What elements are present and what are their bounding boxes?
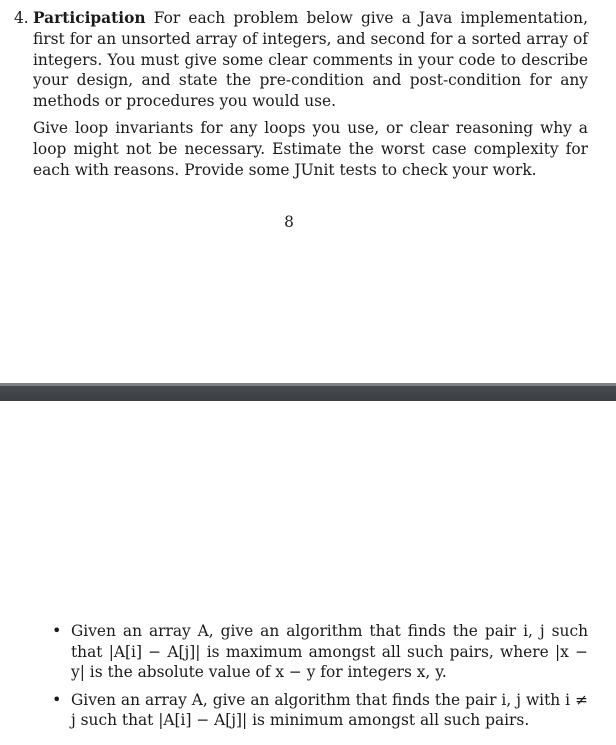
problem-instructions: For each problem below give a Java implementation, first for an unsorted array of integers, and second for a sorted array of integers. You must give some clear comments in your code to describe your design, and state the pre-condition and post-condition for any methods or procedures you would use. xyxy=(33,9,588,111)
page-number: 8 xyxy=(284,213,294,231)
list-item xyxy=(52,690,588,731)
page-9 xyxy=(0,401,616,745)
problem-4 xyxy=(14,8,588,180)
bullet-text: Given an array A, give an algorithm that finds the pair i, j with i ≠ j such that |A[i] − A[j]| is minimum amongst all such pairs. xyxy=(71,690,588,730)
list-item xyxy=(52,621,588,683)
bullet-icon: • xyxy=(52,621,62,640)
bullet-list xyxy=(52,621,588,738)
bullet-icon: • xyxy=(52,689,62,709)
page-separator xyxy=(0,383,616,401)
problem-paragraph-1 xyxy=(14,8,588,112)
problem-paragraph-2: Give loop invariants for any loops you use, or clear reasoning why a loop might not be necessary. Estimate the worst case complexity for each with reasons. Provide some JUnit tests to check your work. xyxy=(33,118,588,179)
problem-title: Participation xyxy=(33,9,146,27)
bullet-text: Given an array A, give an algorithm that finds the pair i, j such that |A[i] − A[j]| is maximum amongst all such pairs, where |x − y| is the absolute value of x − y for integers x, y. xyxy=(71,622,588,682)
problem-number: 4. xyxy=(14,9,29,27)
